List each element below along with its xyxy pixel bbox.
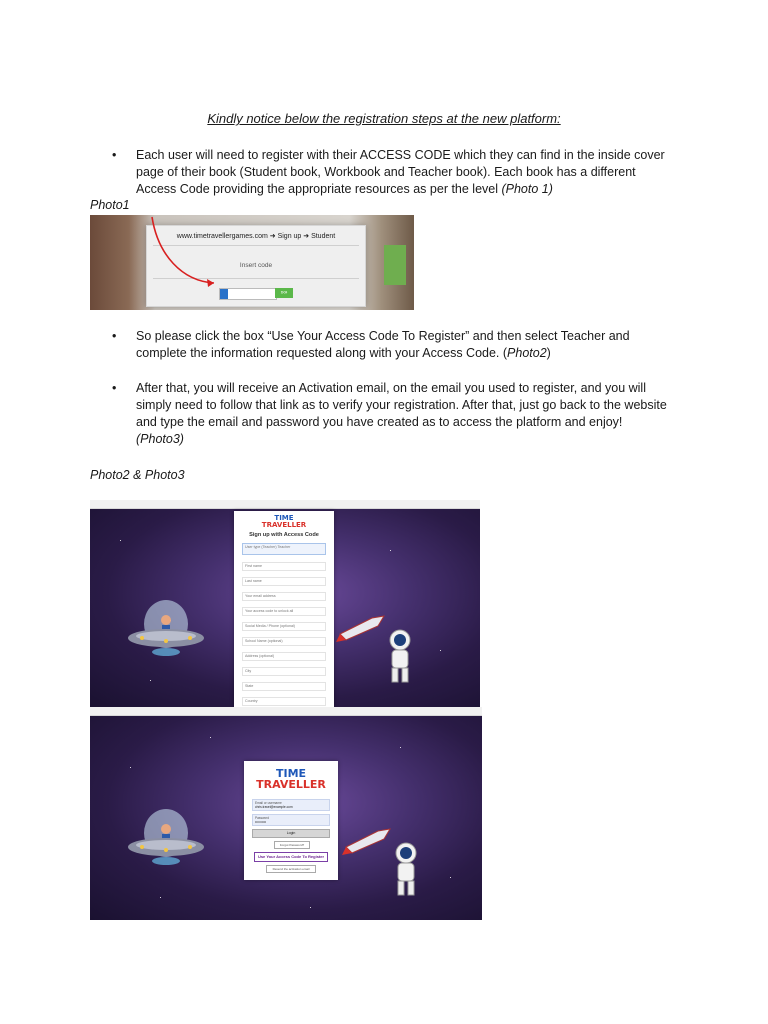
photo1-insert-code-label: Insert code bbox=[239, 262, 273, 269]
photo1-image bbox=[90, 215, 414, 310]
resend-activation-button[interactable]: Resend the activation email bbox=[266, 865, 316, 873]
address-field[interactable]: Address (optional) bbox=[242, 652, 326, 661]
bullet-2-text: So please click the box “Use Your Access Code To Register” and then select Teacher and complete the information requested along with your Access Code. ( bbox=[136, 329, 630, 360]
signup-panel bbox=[234, 511, 334, 707]
register-with-access-code-button[interactable]: Use Your Access Code To Register bbox=[254, 852, 328, 862]
browser-toolbar bbox=[90, 707, 482, 716]
spaceship-icon bbox=[126, 803, 206, 873]
password-input[interactable]: Password •••••••••• bbox=[252, 814, 330, 826]
last-name-field[interactable]: Last name bbox=[242, 577, 326, 586]
caption-photo2-photo3: Photo2 & Photo3 bbox=[90, 468, 185, 482]
photo1-go-button: »» bbox=[275, 288, 293, 298]
bullet-2-ref: Photo2 bbox=[507, 346, 547, 360]
astronaut-icon bbox=[380, 628, 420, 688]
school-name-field[interactable]: School Name (optional) bbox=[242, 637, 326, 646]
country-field[interactable]: Country bbox=[242, 697, 326, 706]
bullet-1 bbox=[112, 147, 672, 198]
spaceship-icon bbox=[126, 594, 206, 664]
bullet-2: • So please click the box “Use Your Access Code To Register” and then select Teacher and complete the information requested along with your Access Code. (Photo2) bbox=[112, 329, 630, 360]
bullet-1-text: Each user will need to register with their ACCESS CODE which they can find in the inside cover page of their book (Student book, Workbook and Teacher book). Each book has a different Access Code providing the appropriate resources as per the level bbox=[136, 148, 665, 196]
bullet-dot: • bbox=[112, 381, 117, 395]
bullet-3 bbox=[112, 380, 672, 448]
login-button[interactable]: Login bbox=[252, 829, 330, 838]
email-input[interactable]: Email or username chris.travel@example.com bbox=[252, 799, 330, 811]
bullet-3-ref: (Photo3) bbox=[136, 432, 184, 446]
social-media-field[interactable]: Social Media / Phone (optional) bbox=[242, 622, 326, 631]
caption-photo1: Photo1 bbox=[90, 198, 130, 212]
forgot-password-link[interactable]: Forgot Password? bbox=[274, 841, 310, 849]
signup-heading: Sign up with Access Code bbox=[249, 532, 319, 538]
user-type-field[interactable]: User type (Teacher) Teacher bbox=[242, 543, 326, 555]
photo3-screenshot bbox=[90, 707, 482, 920]
photo2-screenshot bbox=[90, 500, 480, 707]
bullet-3-text: After that, you will receive an Activation email, on the email you used to register, and you will simply need to follow that link as to verify your registration. After that, just go back to the website and type the email and password you have created as to access the platform and enjoy! bbox=[136, 381, 667, 429]
login-panel bbox=[244, 761, 338, 880]
browser-toolbar bbox=[90, 500, 480, 509]
time-traveller-logo: TIME TRAVELLER bbox=[261, 514, 307, 529]
state-field[interactable]: State bbox=[242, 682, 326, 691]
email-field[interactable]: Your email address bbox=[242, 592, 326, 601]
bullet-1-ref: (Photo 1) bbox=[501, 182, 553, 196]
time-traveller-logo: TIME TRAVELLER bbox=[256, 767, 326, 791]
photo1-url-text: www.timetravellergames.com ➜ Sign up ➜ Student bbox=[176, 233, 336, 240]
bullet-dot: • bbox=[112, 148, 117, 162]
access-code-field[interactable]: Your access code to unlock all bbox=[242, 607, 326, 616]
red-arrow-icon bbox=[90, 215, 414, 310]
bullet-dot: • bbox=[112, 329, 117, 343]
first-name-field[interactable]: First name bbox=[242, 562, 326, 571]
page-title: Kindly notice below the registration steps at the new platform: bbox=[207, 111, 561, 126]
astronaut-icon bbox=[386, 841, 426, 901]
city-field[interactable]: City bbox=[242, 667, 326, 676]
